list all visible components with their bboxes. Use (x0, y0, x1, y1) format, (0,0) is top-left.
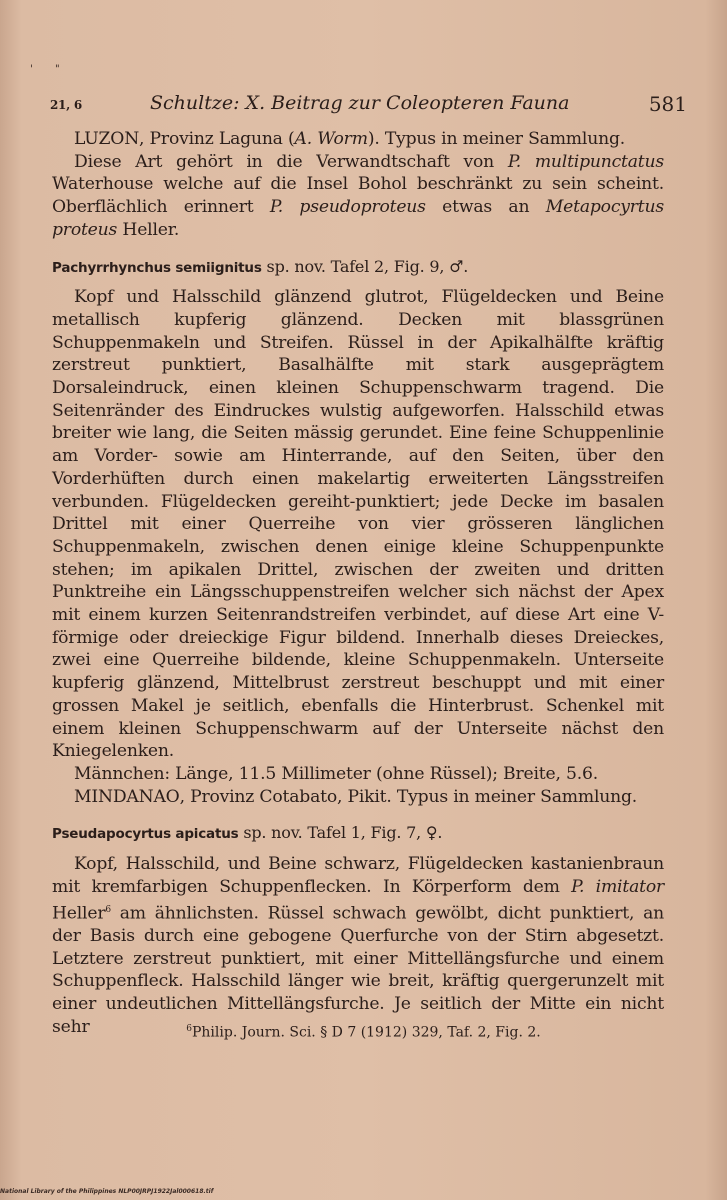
margin-marks: ' " (30, 64, 60, 75)
species-ref: P. multipunctatus (507, 151, 665, 172)
locality-name: LUZON (74, 129, 140, 149)
species-ref: P. imitator (571, 876, 664, 897)
species-description: Kopf, Halsschild, und Beine schwarz, Flügeldecken kastanienbraun mit kremfarbigen Schuppenflecken. In Körperform dem P. imitator Heller$^6$ am ähnlichsten. Rüssel schwach gewölbt, dicht punktiert, an der Basis durch eine gebogene Querfurche von der Stirn abgesetzt. Letztere zerstreut punktiert, mit einer Mittellängsfurche und einem Schuppenfleck. Halsschild länger wie breit, kräftig quergerunzelt mit einer undeutlichen Mittellängsfurche. Je seitlich der Mitte ein nicht sehr (52, 854, 664, 1037)
locality-name: MINDANAO (74, 786, 180, 807)
paragraph-locality-mindanao: MINDANAO, Provinz Cotabato, Pikit. Typus in meiner Sammlung. (74, 786, 638, 807)
measurements: Männchen: Länge, 11.5 Millimeter (ohne Rüssel); Breite, 5.6. (74, 763, 598, 784)
paragraph-relationship: Diese Art gehört in die Verwandtschaft von P. multipunctatus Waterhouse welche auf die Insel Bohol beschränkt zu sein scheint. Oberflächlich erinnert P. pseudoproteus etwas an Metapocyrtus proteus Heller. (52, 151, 665, 240)
footnote-text: Philip. Journ. Sci. § D 7 (1912) 329, Taf. 2, Fig. 2. (192, 1024, 541, 1041)
scan-identifier: National Library of the Philippines NLP00JRPJ1922Jal000618.tif (0, 1188, 214, 1195)
running-title: Schultze: X. Beitrag zur Coleopteren Fauna (150, 92, 570, 114)
paragraph-locality-luzon: LUZON, Provinz Laguna (A. Worm). Typus in meiner Sammlung. (74, 129, 626, 149)
species-heading-pseudapocyrtus: Pseudapocyrtus apicatus sp. nov. Tafel 1, Fig. 7, ♀. (52, 823, 443, 843)
species-heading-pachyrrhynchus: Pachyrrhynchus semiignitus sp. nov. Tafel 2, Fig. 9, ♂. (52, 256, 469, 276)
footnote (0, 1024, 727, 1041)
species-name: Pseudapocyrtus apicatus (52, 826, 239, 843)
species-name: Pachyrrhynchus semiignitus (52, 259, 262, 276)
species-ref: Metapocyrtus proteus (52, 197, 664, 240)
footnote-ref: 6 (105, 904, 111, 915)
species-ref: P. pseudoproteus (269, 197, 426, 218)
species-description: Kopf und Halsschild glänzend glutrot, Flügeldecken und Beine metallisch kupferig glänzend. Decken mit blassgrünen Schuppenmakeln und Streifen. Rüssel in der Apikalhälfte kräftig zerstreut punktiert, Basalhälfte mit stark ausgeprägtem Dorsaleindruck, einen kleinen Schuppenschwarm tragend. Die Seitenränder des Eindruckes wulstig aufgeworfen. Halsschild etwas breiter wie lang, die Seiten mässig gerundet. Eine feine Schuppenlinie am Vorder- sowie am Hinterrande, auf den Seiten, über den Vorderhüften durch einen makelartig erweiterten Längsstreifen verbunden. Flügeldecken gereiht-punktiert; jede Decke im basalen Drittel mit einer Querreihe von vier grösseren länglichen Schuppenmakeln, zwischen denen einige kleine Schuppenpunkte stehen; im apikalen Drittel, zwischen der zweiten und dritten Punktreihe ein Längsschuppenstreifen welcher sich nächst der Apex mit einem kurzen Seitenrandstreifen verbindet, auf diese Art eine V-förmige oder dreieckige Figur bildend. Innerhalb dieses Dreieckes, zwei eine Querreihe bildende, kleine Schuppenmakeln. Unterseite kupferig glänzend, Mittelbrust zerstreut beschuppt und mit einer grossen Makel je seitlich, ebenfalls die Hinterbrust. Schenkel mit einem kleinen Schuppenschwarm auf der Unterseite nächst den Kniegelenken. (52, 287, 664, 762)
page-body (52, 128, 664, 1038)
page-number: 581 (648, 92, 687, 116)
collector-name: A. Worm (294, 129, 368, 149)
volume-number: 21, 6 (50, 98, 82, 112)
footnote-mark: 6 (186, 1024, 192, 1034)
running-header (50, 92, 687, 122)
